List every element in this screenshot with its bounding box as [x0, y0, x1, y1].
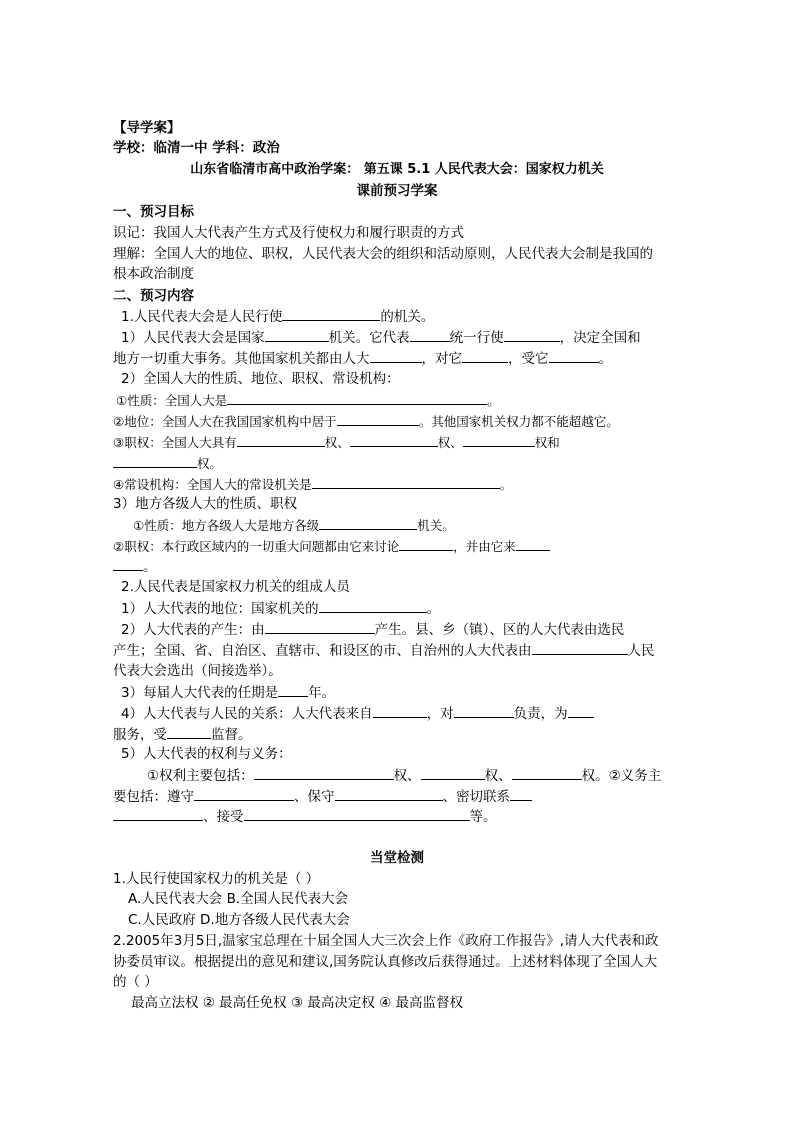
understand-objective-1: 理解：全国人大的地位、职权，人民代表大会的组织和活动原则，人民代表大会制是我国的	[113, 246, 653, 262]
item-1-2c: ③职权：全国人大具有 权、 权、 权和	[113, 432, 560, 453]
fill-blank	[399, 536, 453, 551]
fill-blank	[370, 348, 422, 363]
fill-blank	[265, 327, 329, 342]
fill-blank	[265, 619, 375, 634]
fill-blank	[516, 536, 550, 551]
test-q1-options-1: A.人民代表大会 B.全国人民代表大会	[128, 891, 349, 907]
fill-blank	[462, 348, 508, 363]
fill-blank	[319, 515, 417, 530]
item-1-3b: ②职权：本行政区域内的一切重大问题都由它来讨论 ，并由它来	[113, 536, 550, 557]
item-2-5: 5）人大代表的权利与义务：	[121, 746, 292, 762]
item-1-1-cont: 地方一切重大事务。其他国家机关都由人大 ，对它 ，受它 。	[113, 348, 612, 369]
test-q1: 1.人民行使国家权力的机关是（ ）	[113, 871, 320, 887]
document-subtitle: 课前预习学案	[356, 183, 438, 199]
fill-blank	[350, 432, 438, 447]
test-q2-options: 最高立法权 ② 最高任免权 ③ 最高决定权 ④ 最高监督权	[131, 995, 464, 1011]
item-2-5a: ①权利主要包括： 权、 权、 权。②义务主	[147, 765, 661, 786]
fill-blank	[113, 556, 143, 571]
test-heading: 当堂检测	[370, 850, 424, 866]
item-2-5b: 要包括：遵守 、保守 、密切联系	[113, 786, 532, 807]
item-1-1: 1）人民代表大会是国家 机关。它代表 统一行使 ，决定全国和	[121, 327, 641, 348]
item-1-3: 3）地方各级人大的性质、职权	[113, 496, 298, 512]
fill-blank	[421, 765, 485, 780]
item-1-2a: ①性质：全国人大是 。	[116, 390, 500, 411]
item-1-3b-cont: 。	[113, 556, 157, 577]
item-1-2: 2）全国人大的性质、地位、职权、常设机构：	[121, 371, 400, 387]
fill-blank	[532, 640, 628, 655]
fill-blank	[337, 411, 419, 426]
item-1-3a: ①性质：地方各级人大是地方各级 机关。	[133, 515, 455, 536]
fill-blank	[113, 806, 203, 821]
item-1-2d: ④常设机构：全国人大的常设机关是 。	[113, 474, 512, 495]
fill-blank	[510, 786, 532, 801]
recall-objective: 识记：我国人大代表产生方式及行使权力和履行职责的方式	[113, 225, 464, 241]
understand-objective-2: 根本政治制度	[113, 266, 194, 282]
test-q2-line-3: 的（ ）	[113, 974, 158, 990]
fill-blank	[512, 765, 582, 780]
section2-heading: 二、预习内容	[113, 288, 194, 304]
item-1: 1.人民代表大会是人民行使 的机关。	[121, 306, 434, 327]
test-q2-line-2: 协委员审议。根据提出的意见和建议,国务院认真修改后获得通过。上述材料体现了全国人大	[113, 954, 658, 970]
fill-blank	[244, 806, 470, 821]
item-2-1: 1）人大代表的地位：国家机关的 。	[121, 598, 440, 619]
test-q2-line-1: 2.2005年3月5日,温家宝总理在十届全国人大三次会上作《政府工作报告》,请人大代表和政	[113, 933, 659, 949]
fill-blank	[312, 474, 500, 489]
document-title: 山东省临清市高中政治学案： 第五课 5.1 人民代表大会：国家权力机关	[190, 162, 604, 177]
item-2-3: 3）每届人大代表的任期是 年。	[121, 682, 335, 703]
item-2-5c: 、接受 等。	[113, 806, 497, 827]
section1-heading: 一、预习目标	[113, 204, 194, 220]
fill-blank	[319, 598, 427, 613]
fill-blank	[410, 327, 450, 342]
fill-blank	[282, 306, 380, 321]
test-q1-options-2: C.人民政府 D.地方各级人民代表大会	[128, 912, 350, 928]
item-2: 2.人民代表是国家权力机关的组成人员	[121, 579, 350, 595]
item-2-2: 2）人大代表的产生：由 产生。县、乡（镇）、区的人大代表由选民	[121, 619, 624, 640]
fill-blank	[463, 432, 535, 447]
fill-blank	[454, 703, 514, 718]
guide-tag: 【导学案】	[113, 120, 181, 136]
fill-blank	[373, 703, 427, 718]
school-subject-line: 学校：临清一中 学科：政治	[113, 140, 280, 156]
fill-blank	[237, 432, 325, 447]
item-2-2-cont2: 代表大会选出（间接选举）。	[113, 663, 282, 679]
fill-blank	[167, 724, 211, 739]
fill-blank	[194, 786, 294, 801]
item-2-4-cont: 服务，受 监督。	[113, 724, 252, 745]
fill-blank	[504, 327, 560, 342]
fill-blank	[549, 348, 599, 363]
item-2-4: 4）人大代表与人民的关系：人大代表来自 ，对 负责，为	[121, 703, 594, 724]
item-1-2b: ②地位：全国人大在我国国家机构中居于 。其他国家机关权力都不能超越它。	[113, 411, 619, 432]
item-1-2c-cont: 权。	[113, 453, 222, 474]
fill-blank	[568, 703, 594, 718]
fill-blank	[227, 390, 487, 405]
fill-blank	[278, 682, 308, 697]
item-2-2-cont: 产生；全国、省、自治区、直辖市、和设区的市、自治州的人大代表由 人民	[113, 640, 655, 661]
fill-blank	[254, 765, 394, 780]
fill-blank	[335, 786, 443, 801]
fill-blank	[113, 453, 197, 468]
